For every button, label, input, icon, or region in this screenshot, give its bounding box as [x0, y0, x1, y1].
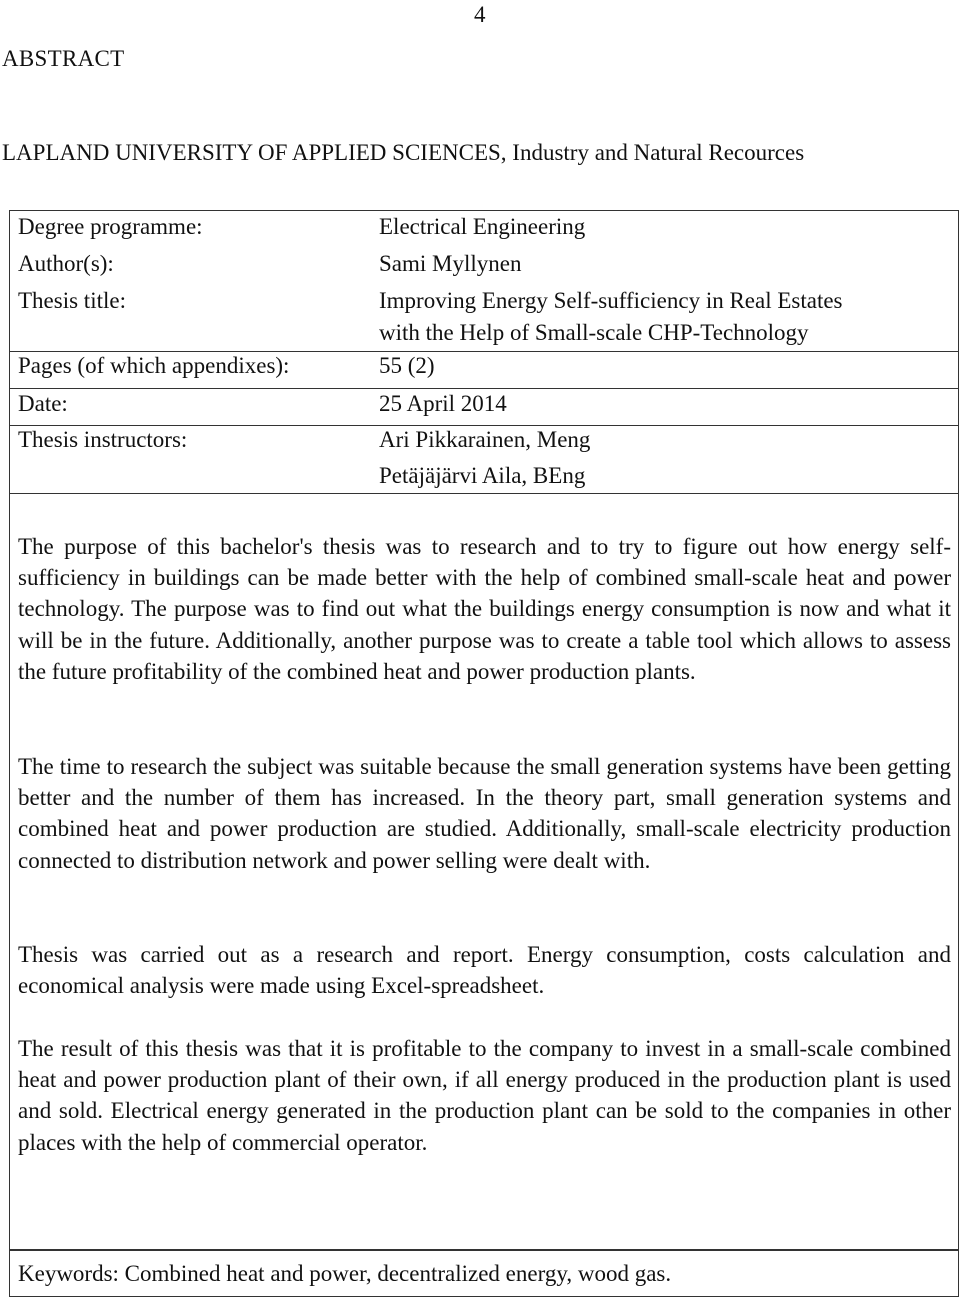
row-divider: [10, 388, 958, 389]
instructors-label: Thesis instructors:: [18, 427, 188, 452]
keywords-box: [9, 1250, 959, 1297]
abstract-paragraph-3: Thesis was carried out as a research and report. Energy consumption, costs calculation and economical analysis were made using Excel-spreadsheet.: [18, 942, 951, 999]
degree-value: Electrical Engineering: [379, 214, 586, 239]
author-value: Sami Myllynen: [379, 251, 522, 276]
pages-value: 55 (2): [379, 353, 435, 378]
instructor-1: Ari Pikkarainen, Meng: [379, 427, 591, 452]
author-label: Author(s):: [18, 251, 114, 276]
date-label: Date:: [18, 391, 68, 416]
instructor-2: Petäjäjärvi Aila, BEng: [379, 463, 586, 488]
degree-label: Degree programme:: [18, 214, 203, 239]
row-divider: [10, 425, 958, 426]
institution-line: LAPLAND UNIVERSITY OF APPLIED SCIENCES, Industry and Natural Recources: [2, 140, 805, 165]
thesis-info-box: [9, 210, 959, 494]
abstract-body-box: [9, 493, 959, 1250]
title-label: Thesis title:: [18, 288, 126, 313]
abstract-paragraph-2: The time to research the subject was suitable because the small generation systems have been getting better and the number of them has increased. In the theory part, small generation systems and combined heat and power production are studied. Additionally, small-scale electricity production connected to distribution network and power selling were dealt with.: [18, 754, 951, 873]
pages-label: Pages (of which appendixes):: [18, 353, 290, 378]
title-value-line2: with the Help of Small-scale CHP-Technology: [379, 320, 809, 345]
row-divider: [10, 351, 958, 352]
title-value-line1: Improving Energy Self-sufficiency in Real Estates: [379, 288, 843, 313]
abstract-paragraph-1: The purpose of this bachelor's thesis was to research and to try to figure out how energy self-sufficiency in buildings can be made better with the help of combined small-scale heat and power technology. The purpose was to find out what the buildings energy consumption is now and what it will be in the future. Additionally, another purpose was to create a table tool which allows to assess the future profitability of the combined heat and power production plants.: [18, 534, 951, 684]
abstract-heading: ABSTRACT: [2, 46, 125, 71]
keywords-text: Keywords: Combined heat and power, decentralized energy, wood gas.: [18, 1261, 672, 1286]
page-number: 4: [474, 2, 486, 27]
date-value: 25 April 2014: [379, 391, 507, 416]
abstract-paragraph-4: The result of this thesis was that it is profitable to the company to invest in a small-scale combined heat and power production plant of their own, if all energy produced in the production plant is used and sold. Electrical energy generated in the production plant can be sold to the companies in other places with the help of commercial operator.: [18, 1036, 951, 1155]
